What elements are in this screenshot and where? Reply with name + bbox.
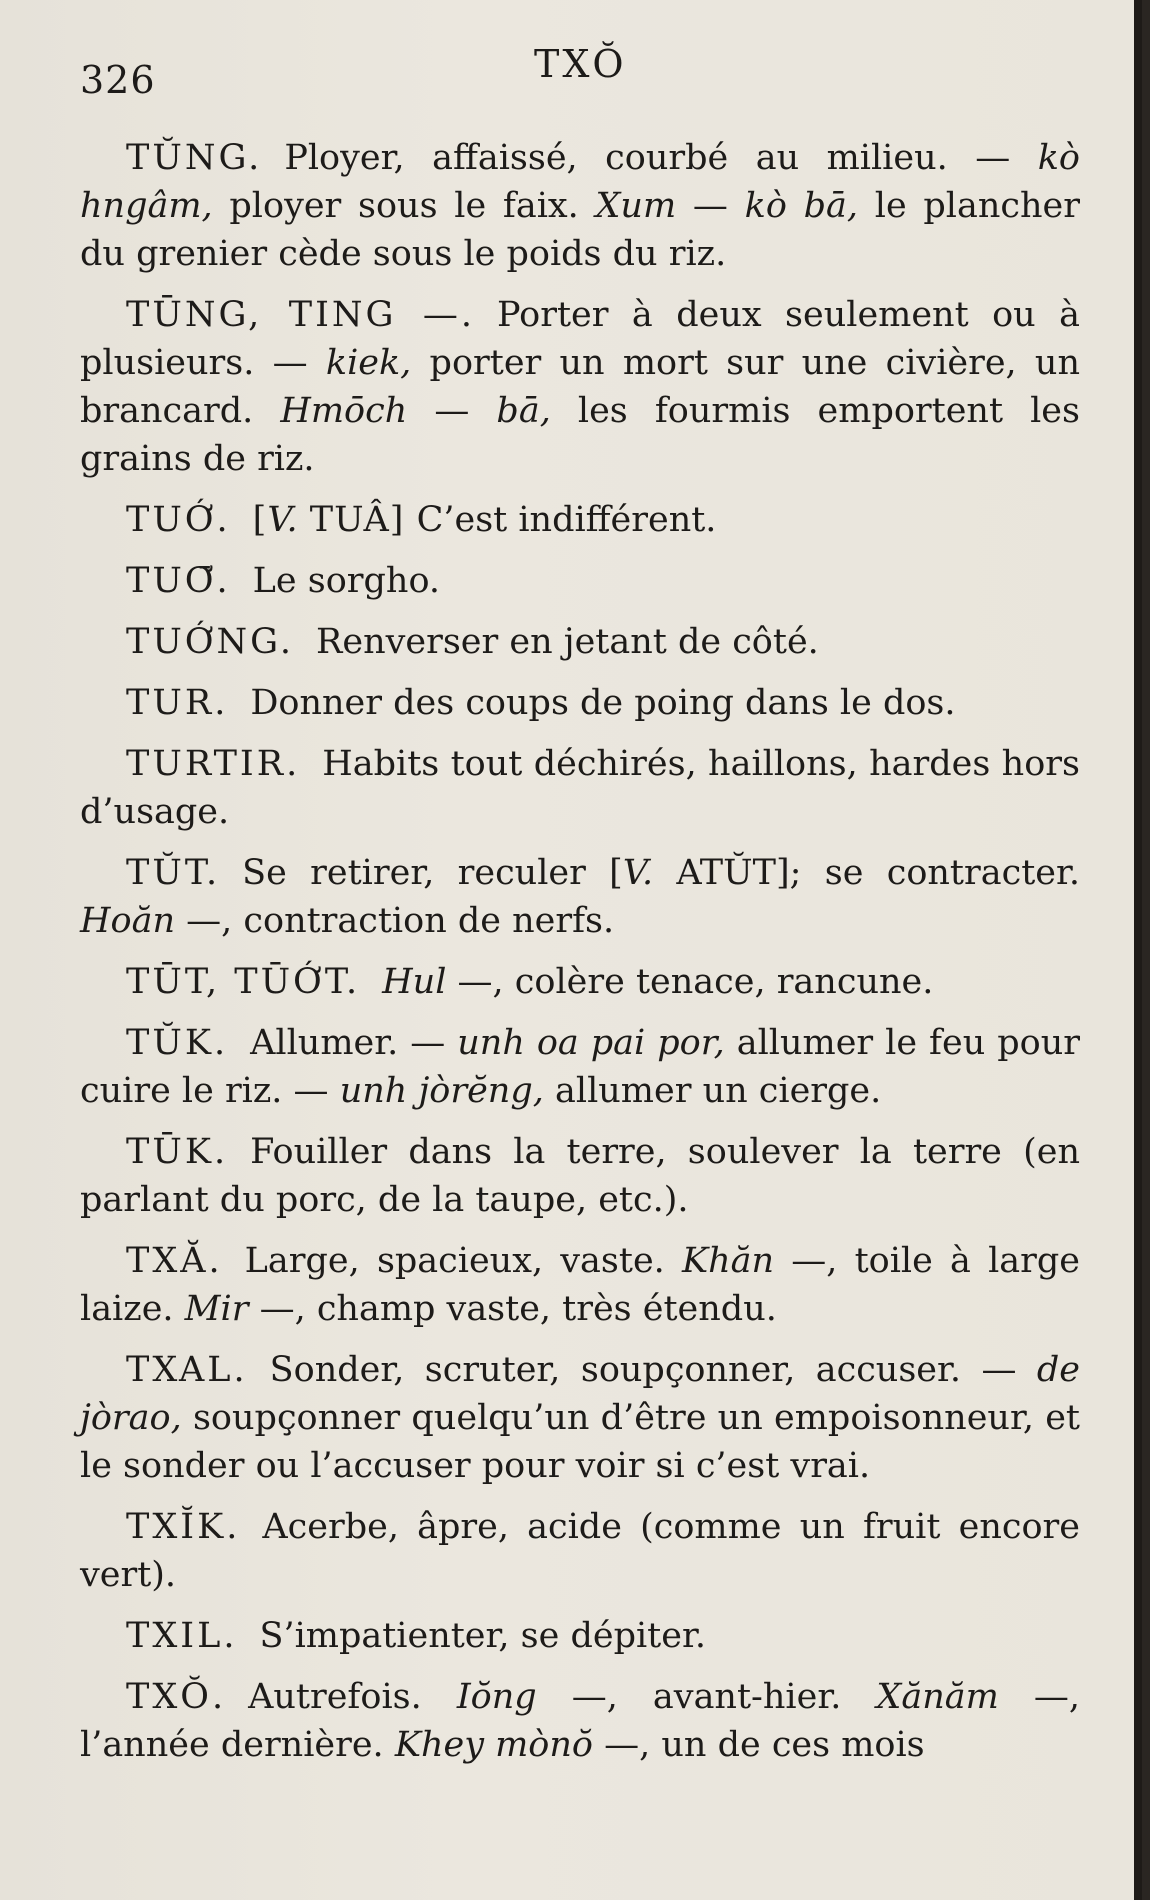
- definition-text: Renverser en jetant de côté.: [316, 622, 819, 662]
- entry-headword: TURTIR.: [126, 744, 301, 784]
- definition-text: —, champ vaste, très étendu.: [248, 1289, 777, 1329]
- entry-headword: TUR.: [126, 683, 229, 723]
- italic-term: Hmōch: [280, 391, 408, 431]
- definition-text: —, avant-hier.: [536, 1677, 877, 1717]
- definition-text: Fouiller dans la terre, soulever la terre (en parlant du porc, de la taupe, etc.).: [80, 1132, 1080, 1220]
- entry-headword: TUỚ.: [126, 500, 231, 540]
- entry-headword: TŬT.: [126, 853, 221, 893]
- dictionary-entry: [80, 291, 1080, 483]
- definition-text: Acerbe, âpre, acide (comme un fruit encore vert).: [80, 1507, 1080, 1595]
- dictionary-entry: [80, 958, 1080, 1006]
- italic-term: kò hngâm,: [80, 138, 1080, 226]
- definition-text: —, colère tenace, rancune.: [446, 962, 934, 1002]
- italic-term: V.: [622, 853, 654, 893]
- italic-term: Khăn: [681, 1241, 775, 1281]
- entry-headword: TŬK.: [126, 1023, 229, 1063]
- dictionary-entry: [80, 1612, 1080, 1660]
- italic-term: kiek,: [325, 343, 412, 383]
- italic-term: Mir: [184, 1289, 249, 1329]
- entry-headword: TXIL.: [126, 1616, 238, 1656]
- dictionary-entry: [80, 1019, 1080, 1115]
- dictionary-entry: [80, 849, 1080, 945]
- page-number: 326: [80, 58, 156, 102]
- definition-text: le plancher du grenier cède sous le poids du riz.: [80, 186, 1080, 274]
- dictionary-entry: [80, 1237, 1080, 1333]
- definition-text: C’est indifférent.: [416, 500, 717, 540]
- italic-term: unh oa pai por,: [457, 1023, 725, 1063]
- dictionary-entry: [80, 557, 1080, 605]
- entry-headword: TXĬK.: [126, 1507, 241, 1547]
- italic-term: bā,: [496, 391, 551, 431]
- definition-text: Donner des coups de poing dans le dos.: [250, 683, 956, 723]
- dictionary-entry: [80, 1346, 1080, 1490]
- italic-term: Hul: [382, 962, 447, 1002]
- entry-headword: TUƠ̄.: [126, 561, 231, 601]
- definition-text: Le sorgho.: [252, 561, 441, 601]
- definition-text: Sonder, scruter, soupçonner, accuser. —: [269, 1350, 1037, 1390]
- italic-term: de jòrao,: [80, 1350, 1080, 1438]
- page-edge: [1134, 0, 1142, 1900]
- definition-text: Autrefois.: [248, 1677, 457, 1717]
- dictionary-entry: [80, 496, 1080, 544]
- definition-text: —, toile à large laize.: [80, 1241, 1080, 1329]
- definition-text: —, l’année dernière.: [80, 1677, 1080, 1765]
- definition-text: Large, spacieux, vaste.: [244, 1241, 682, 1281]
- entry-headword: TXAL.: [126, 1350, 248, 1390]
- dictionary-entry: [80, 679, 1080, 727]
- definition-text: Habits tout déchirés, haillons, hardes hors d’usage.: [80, 744, 1080, 832]
- definition-text: les fourmis emportent les grains de riz.: [80, 391, 1080, 479]
- entry-headword: TXŎ.: [126, 1677, 227, 1717]
- definition-text: allumer un cierge.: [543, 1071, 882, 1111]
- definition-text: Porter à deux seulement ou à plusieurs. —: [80, 295, 1080, 383]
- definition-text: —: [676, 186, 745, 226]
- dictionary-entry: [80, 134, 1080, 278]
- running-head: TXŎ: [534, 42, 627, 86]
- italic-term: kò bā,: [744, 186, 859, 226]
- italic-term: V.: [267, 500, 298, 540]
- italic-term: Khey mònŏ: [394, 1725, 593, 1765]
- entry-list: [80, 134, 1080, 1782]
- dictionary-entry: [80, 740, 1080, 836]
- entry-headword: TXĂ.: [126, 1241, 223, 1281]
- definition-text: —, un de ces mois: [593, 1725, 925, 1765]
- definition-text: S’impatienter, se dépiter.: [259, 1616, 706, 1656]
- entry-headword: TŬNG.: [126, 138, 263, 178]
- italic-term: Hoăn: [80, 901, 176, 941]
- italic-term: Iŏng: [456, 1677, 537, 1717]
- definition-text: porter un mort sur une civière, un brancard.: [80, 343, 1080, 431]
- entry-headword: TŪNG, TING —.: [126, 295, 476, 335]
- dictionary-entry: [80, 1673, 1080, 1769]
- definition-text: —, contraction de nerfs.: [175, 901, 615, 941]
- definition-text: [: [252, 500, 268, 540]
- definition-text: ployer sous le faix.: [212, 186, 596, 226]
- entry-headword: TŪT, TŪỚT.: [126, 962, 361, 1002]
- italic-term: Xănăm: [876, 1677, 999, 1717]
- definition-text: ATŬT]; se contracter.: [653, 853, 1080, 893]
- definition-text: —: [407, 391, 497, 431]
- italic-term: Xum: [595, 186, 677, 226]
- definition-text: Allumer. —: [250, 1023, 458, 1063]
- italic-term: unh jòrĕng,: [339, 1071, 544, 1111]
- definition-text: Ployer, affaissé, courbé au milieu. —: [284, 138, 1038, 178]
- entry-headword: TŪK.: [126, 1132, 229, 1172]
- definition-text: TUÂ]: [297, 500, 417, 540]
- definition-text: allumer le feu pour cuire le riz. —: [80, 1023, 1080, 1111]
- entry-headword: TUỚNG.: [126, 622, 294, 662]
- definition-text: Se retirer, reculer [: [242, 853, 623, 893]
- definition-text: soupçonner quelqu’un d’être un empoisonneur, et le sonder ou l’accuser pour voir si c’est vrai.: [80, 1398, 1080, 1486]
- dictionary-entry: [80, 1503, 1080, 1599]
- dictionary-entry: [80, 618, 1080, 666]
- dictionary-entry: [80, 1128, 1080, 1224]
